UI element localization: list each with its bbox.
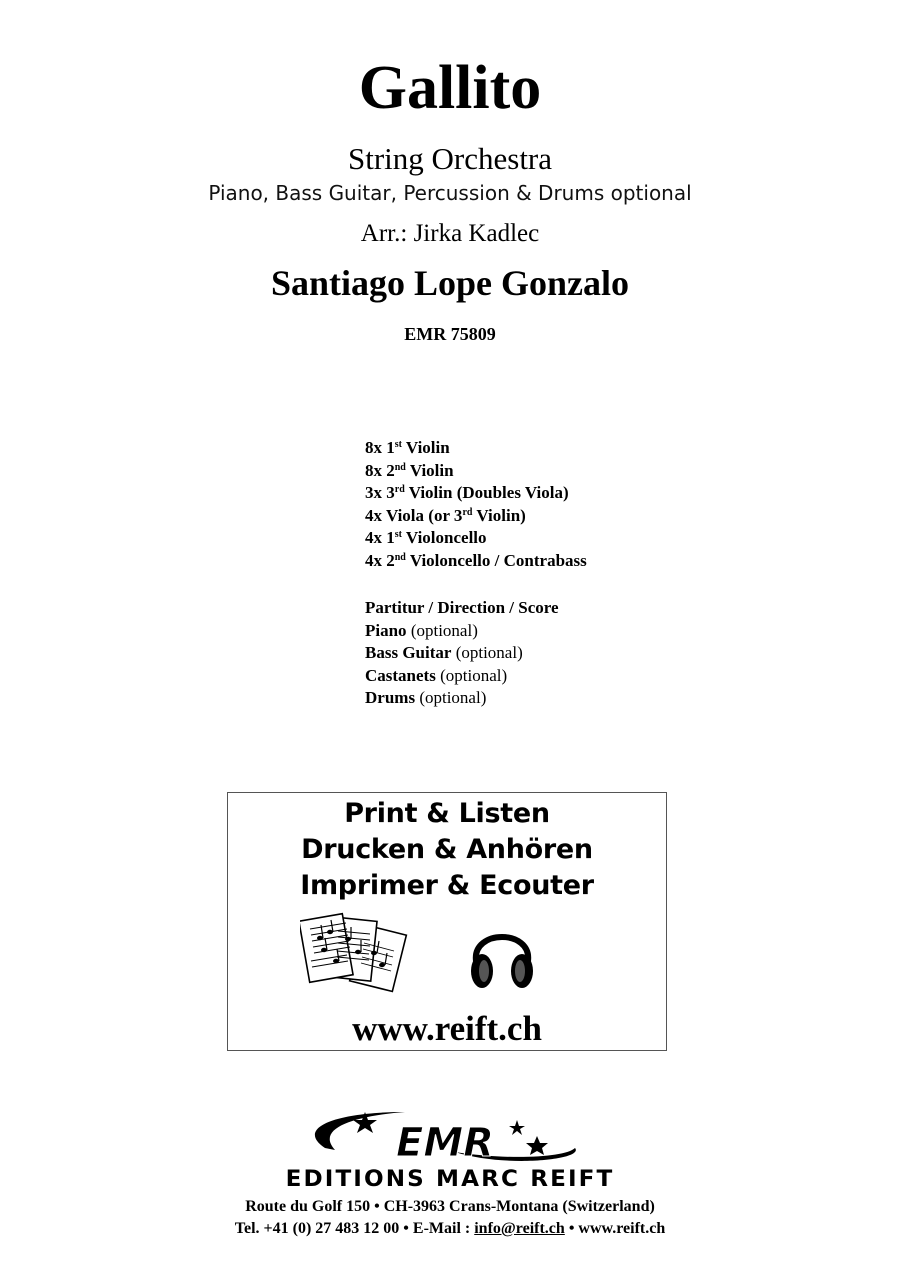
instrumentation-list — [365, 437, 587, 573]
publisher-address: Route du Golf 150 • CH-3963 Crans-Montana (Switzerland) — [245, 1198, 655, 1215]
instrument-line: 4x Viola (or 3rd Violin) — [365, 505, 526, 525]
part-line: Castanets (optional) — [365, 665, 508, 685]
website-link[interactable]: www.reift.ch — [352, 1009, 542, 1048]
headphones-icon — [468, 917, 536, 991]
print-listen-line-en: Print & Listen — [344, 798, 550, 829]
part-line: Bass Guitar (optional) — [365, 643, 523, 663]
part-line: Drums (optional) — [365, 688, 487, 708]
part-line: Piano (optional) — [365, 620, 478, 640]
ensemble-subtitle: String Orchestra — [347, 141, 553, 176]
print-listen-line-de: Drucken & Anhören — [301, 834, 593, 865]
parts-list — [365, 597, 559, 710]
publisher-contact: Tel. +41 (0) 27 483 12 00 • E-Mail : info@reift.ch • www.reift.ch — [234, 1220, 666, 1237]
print-listen-line-fr: Imprimer & Ecouter — [300, 870, 594, 901]
sheet-music-icon — [300, 911, 412, 993]
instrument-line: 3x 3rd Violin (Doubles Viola) — [365, 483, 569, 503]
emr-logo — [255, 1108, 645, 1168]
print-listen-box — [227, 792, 667, 1051]
instrument-line: 8x 1st Violin — [365, 438, 450, 457]
part-line: Partitur / Direction / Score — [365, 598, 559, 617]
page-title: Gallito — [358, 54, 542, 122]
catalog-number: EMR 75809 — [404, 324, 496, 344]
email-link[interactable]: info@reift.ch — [474, 1220, 565, 1237]
instrument-line: 4x 2nd Violoncello / Contrabass — [365, 550, 587, 570]
arranger: Arr.: Jirka Kadlec — [360, 220, 540, 247]
publisher-name: EDITIONS MARC REIFT — [285, 1167, 615, 1192]
instrument-line: 8x 2nd Violin — [365, 460, 454, 480]
website-footer-link[interactable]: www.reift.ch — [578, 1220, 666, 1237]
instrument-line: 4x 1st Violoncello — [365, 528, 487, 548]
composer: Santiago Lope Gonzalo — [270, 263, 630, 303]
optional-instruments: Piano, Bass Guitar, Percussion & Drums optional — [208, 181, 692, 205]
emr-logo-text: EMR — [396, 1120, 494, 1166]
